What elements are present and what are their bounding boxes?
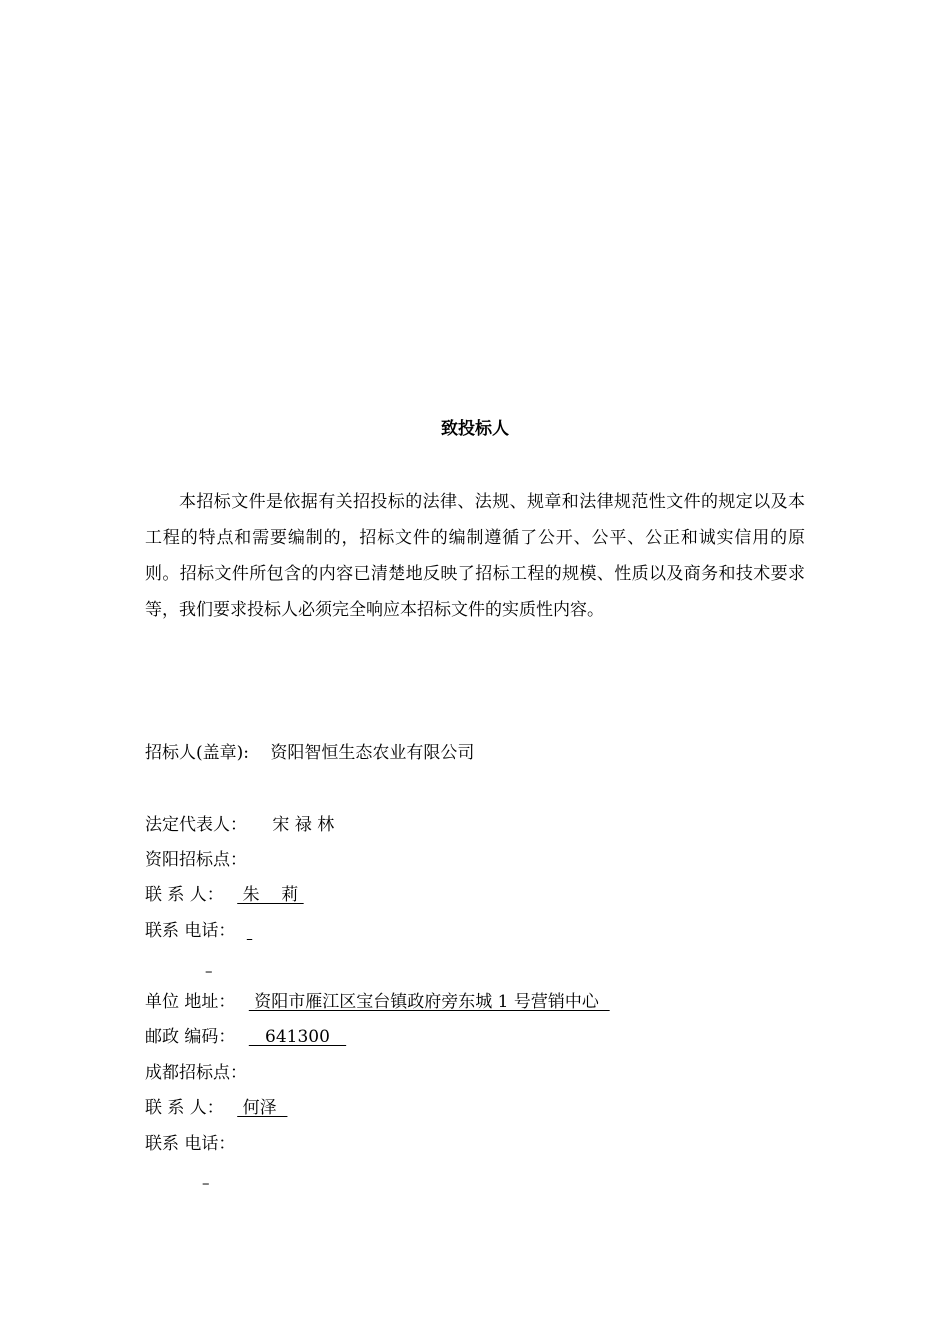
- address-row: [145, 991, 610, 1013]
- chengdu-contact-row: [145, 1097, 287, 1119]
- chengdu-contact-value: 何泽: [237, 1098, 288, 1118]
- ziyang-contact-value: 朱 莉: [237, 885, 304, 905]
- ziyang-phone-row: [145, 920, 252, 942]
- legal-rep-label: 法定代表人：: [145, 815, 247, 835]
- intro-paragraph: 本招标文件是依据有关招投标的法律、法规、规章和法律规范性文件的规定以及本工程的特点和需要编制的，招标文件的编制遵循了公开、公平、公正和诚实信用的原则。招标文件所包含的内容已清楚地反映了招标工程的规模、性质以及商务和技术要求等，我们要求投标人必须完全响应本招标文件的实质性内容。: [145, 492, 805, 620]
- postcode-value: 641300: [248, 1027, 347, 1047]
- chengdu-dash: –: [202, 1174, 210, 1192]
- chengdu-phone-label: 联系 电话：: [145, 1134, 236, 1154]
- tenderer-value: 资阳智恒生态农业有限公司: [270, 743, 475, 763]
- ziyang-phone-label: 联系 电话：: [145, 921, 236, 941]
- postcode-label: 邮政 编码：: [145, 1027, 236, 1047]
- address-label: 单位 地址：: [145, 992, 236, 1012]
- ziyang-dash: –: [205, 962, 213, 980]
- legal-rep-row: [145, 814, 334, 836]
- address-value: 资阳市雁江区宝台镇政府旁东城 1 号营销中心: [248, 992, 610, 1012]
- tenderer-row: [145, 742, 474, 764]
- chengdu-point-row: [145, 1062, 247, 1084]
- ziyang-point-label: 资阳招标点：: [145, 850, 247, 870]
- ziyang-contact-label: 联 系 人：: [145, 885, 224, 905]
- page-title: 致投标人: [441, 419, 509, 439]
- ziyang-point-row: [145, 849, 247, 871]
- tenderer-label: 招标人(盖章):: [145, 743, 249, 763]
- ziyang-phone-value: [247, 920, 252, 942]
- ziyang-contact-row: [145, 884, 304, 906]
- postcode-row: [145, 1026, 346, 1048]
- legal-rep-value: 宋 禄 林: [272, 815, 335, 835]
- chengdu-contact-label: 联 系 人：: [145, 1098, 224, 1118]
- chengdu-phone-row: [145, 1133, 235, 1155]
- chengdu-point-label: 成都招标点：: [145, 1063, 247, 1083]
